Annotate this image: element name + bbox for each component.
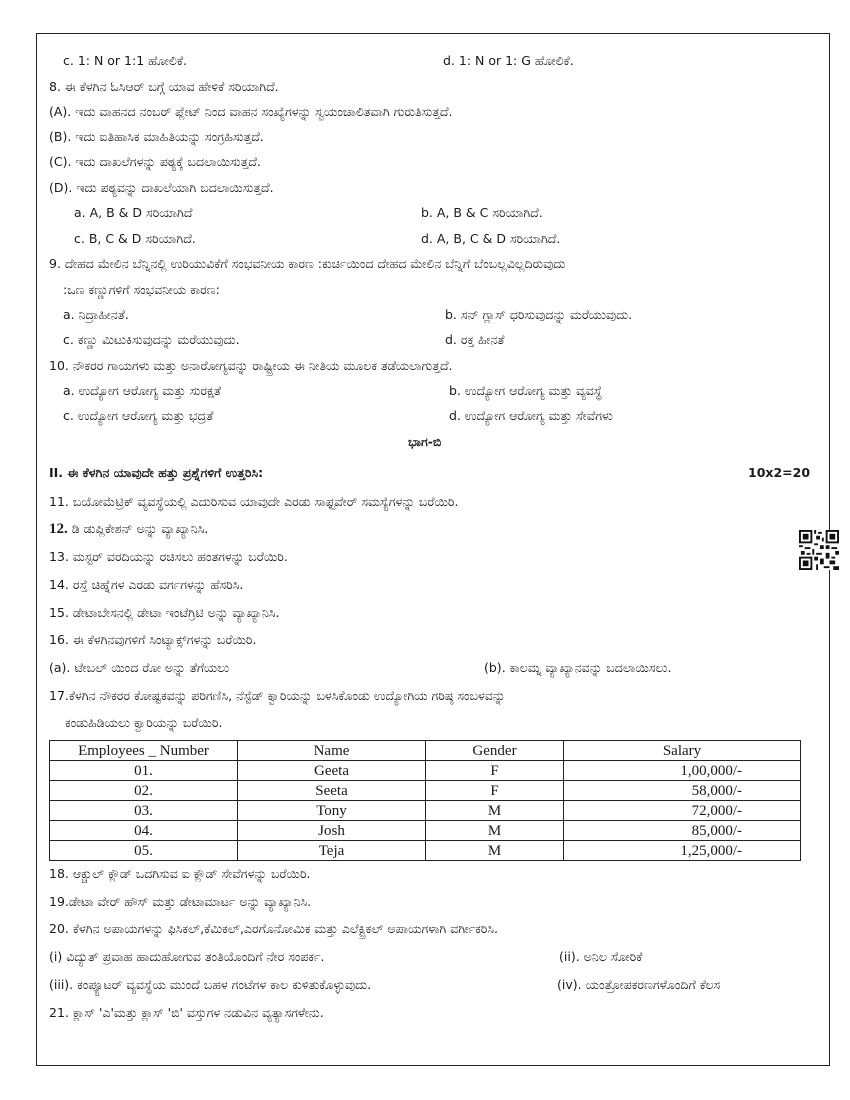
employee-salary: 85,000/- (564, 821, 801, 841)
q9-option-b: b. ಸನ್ ಗ್ಲಾಸ್ ಧರಿಸುವುದನ್ನು ಮರೆಯುವುದು. (445, 307, 633, 322)
q11: 11. ಬಯೋಮೆಟ್ರಿಕ್ ವ್ಯವಸ್ಥೆಯಲ್ಲಿ ಎದುರಿಸುವ ಯಾವುದೇ ಎರಡು ಸಾಫ್ಟವೇರ್ ಸಮಸ್ಯೆಗಳನ್ನು ಬರೆಯಿರಿ. (49, 494, 459, 509)
table-row (50, 761, 801, 781)
employee-name: Tony (238, 801, 426, 821)
employee-gender: M (426, 801, 564, 821)
table-row (50, 801, 801, 821)
q17-line-2: ಕಂಡುಹಿಡಿಯಲು ಕ್ವಾರಿಯನ್ನು ಬರೆಯಿರಿ. (65, 715, 223, 730)
q8-option-a: a. A, B & D ಸರಿಯಾಗಿದೆ (74, 205, 193, 220)
q8-question: 8. ಈ ಕೆಳಗಿನ ಓಸಿಆರ್ ಬಗ್ಗೆ ಯಾವ ಹೇಳಿಕೆ ಸರಿಯಾಗಿದೆ. (49, 79, 279, 94)
section-marks: 10x2=20 (748, 465, 811, 480)
q13: 13. ಮಸ್ಟರ್ ವರದಿಯನ್ನು ರಚಿಸಲು ಹಂತಗಳನ್ನು ಬರೆಯಿರಿ. (49, 549, 288, 564)
employee-name: Josh (238, 821, 426, 841)
q19: 19.ಡೇಟಾ ವೇರ್ ಹೌಸ್ ಮತ್ತು ಡೇಟಾಮಾರ್ಟ ಅನ್ನು ವ್ಯಾಖ್ಯಾನಿಸಿ. (49, 894, 312, 909)
q10-option-d: d. ಉದ್ಯೋಗ ಆರೋಗ್ಯ ಮತ್ತು ಸೇವೆಗಳು (449, 408, 613, 423)
q20-part-i: (i) ವಿದ್ಯುತ್ ಪ್ರವಾಹ ಹಾದುಹೋಗುವ ತಂತಿಯೊಂದಿಗೆ ನೇರ ಸಂಪರ್ಕ. (49, 949, 325, 964)
q17-line-1: 17.ಕೆಳಗಿನ ನೌಕರರ ಕೋಷ್ಟಕವನ್ನು ಪರಿಗಣಿಸಿ, ನೆಸ್ಟೆಡ್ ಕ್ವಾರಿಯನ್ನು ಬಳಸಿಕೊಂಡು ಉದ್ಯೋಗಿಯ ಗರಿಷ್ಠ ಸಂಬಳವನ್ನು (49, 688, 506, 703)
employee-name: Geeta (238, 761, 426, 781)
q20: 20. ಕೆಳಗಿನ ಅಪಾಯಗಳನ್ನು ಫಿಸಿಕಲ್,ಕೆಮಿಕಲ್,ಎರಗೊನೋಮಿಕ ಮತ್ತು ಎಲೆಕ್ಟ್ರಿಕಲ್ ಅಪಾಯಗಳಾಗಿ ವರ್ಗೀಕರಿಸಿ. (49, 921, 499, 936)
employee-salary: 1,25,000/- (564, 841, 801, 861)
q18: 18. ಆಕ್ಚುಲ್ ಕ್ಲೌಡ್ ಒದಗಿಸುವ ಐ ಕ್ಲೌಡ್ ಸೇವೆಗಳನ್ನು ಬರೆಯಿರಿ. (49, 866, 311, 881)
q16: 16. ಈ ಕೆಳಗಿನವುಗಳಿಗೆ ಸಿಂಟ್ಯಾಕ್ಸ್‌ಗಳನ್ನು ಬರೆಯಿರಿ. (49, 632, 257, 647)
q9-option-d: d. ರಕ್ತ ಹೀನತೆ (445, 332, 505, 347)
employee-gender: M (426, 841, 564, 861)
column-header: Employees _ Number (50, 741, 238, 761)
q12-number: 12. (49, 521, 68, 537)
q8-option-c: c. B, C & D ಸರಿಯಾಗಿದೆ. (74, 231, 196, 246)
table-row (50, 841, 801, 861)
q8-statement-b: (B). ಇದು ಐತಿಹಾಸಿಕ ಮಾಹಿತಿಯನ್ನು ಸಂಗ್ರಹಿಸುತ್ತದೆ. (49, 129, 264, 144)
table-row (50, 781, 801, 801)
employee-name: Teja (238, 841, 426, 861)
qr-code-icon (799, 530, 839, 570)
employee-salary: 1,00,000/- (564, 761, 801, 781)
q20-part-iii: (iii). ಕಂಪ್ಯೂಟರ್ ವ್ಯವಸ್ಥೆಯ ಮುಂದೆ ಬಹಳ ಗಂಟೆಗಳ ಕಾಲ ಕುಳಿತುಕೊಳ್ಳುವುದು. (49, 977, 372, 992)
q9-line-1: 9. ದೇಹದ ಮೇಲಿನ ಬೆನ್ನಿನಲ್ಲಿ ಉರಿಯುವಿಕೆಗೆ ಸಂಭವನೀಯ ಕಾರಣ :ಕುರ್ಚಿಯಿಂದ ದೇಹದ ಮೇಲಿನ ಬೆನ್ನಿಗೆ ಬೆಂಬಲ್ಲವಿಲ್ಲದಿರುವುದು (49, 256, 566, 271)
section-instruction: II. ಈ ಕೆಳಗಿನ ಯಾವುದೇ ಹತ್ತು ಪ್ರಶ್ನೆಗಳಿಗೆ ಉತ್ತರಿಸಿ: (49, 465, 264, 480)
q12 (49, 521, 208, 537)
q9-option-a: a. ನಿದ್ರಾಹೀನತೆ. (63, 307, 129, 322)
q9-line-2: :ಒಣ ಕಣ್ಣುಗಳಿಗೆ ಸಂಭವನೀಯ ಕಾರಣ: (63, 282, 220, 297)
table-row (50, 821, 801, 841)
q10-question: 10. ನೌಕರರ ಗಾಯಗಳು ಮತ್ತು ಅನಾರೋಗ್ಯವನ್ನು ರಾಷ್ಟ್ರೀಯ ಈ ನೀತಿಯ ಮೂಲಕ ತಡೆಯಲಾಗುತ್ತದೆ. (49, 358, 453, 373)
q8-statement-d: (D). ಇದು ಪಠ್ಯವನ್ನು ದಾಖಲೆಯಾಗಿ ಬದಲಾಯಿಸುತ್ತದೆ. (49, 180, 274, 195)
employee-number: 03. (50, 801, 238, 821)
employee-gender: F (426, 781, 564, 801)
employee-number: 02. (50, 781, 238, 801)
q7-option-d: d. 1: N or 1: G ಹೋಲಿಕೆ. (443, 53, 574, 68)
q20-part-iv: (iv). ಯಂತ್ರೋಪಕರಣಗಳೊಂದಿಗೆ ಕೆಲಸ (557, 977, 721, 992)
q20-part-ii: (ii). ಅನಿಲ ಸೋರಿಕೆ (559, 949, 643, 964)
column-header: Name (238, 741, 426, 761)
q10-option-a: a. ಉದ್ಯೋಗ ಆರೋಗ್ಯ ಮತ್ತು ಸುರಕ್ಷತೆ (63, 383, 221, 398)
column-header: Gender (426, 741, 564, 761)
q8-option-b: b. A, B & C ಸರಿಯಾಗಿದೆ. (421, 205, 543, 220)
q8-option-d: d. A, B, C & D ಸರಿಯಾಗಿದೆ. (421, 231, 561, 246)
q9-option-c: c. ಕಣ್ಣು ಮಿಟುಕಿಸುವುದನ್ನು ಮರೆಯುವುದು. (63, 332, 240, 347)
q8-statement-c: (C). ಇದು ದಾಖಲೆಗಳನ್ನು ಪಠ್ಯಕ್ಕೆ ಬದಲಾಯಿಸುತ್ತದೆ. (49, 154, 261, 169)
section-title: ಭಾಗ-ಬಿ (408, 434, 442, 449)
q16-part-a: (a). ಟೇಬಲ್ ಯಿಂದ ರೋ ಅನ್ನು ತೆಗೆಯಲು (49, 660, 230, 675)
q16-part-b: (b). ಕಾಲಮ್ನ ವ್ಯಾಖ್ಯಾನವನ್ನು ಬದಲಾಯಿಸಲು. (484, 660, 672, 675)
q14: 14. ರಸ್ತೆ ಚಿಹ್ನೆಗಳ ಎರಡು ವರ್ಗಗಳನ್ನು ಹೆಸರಿಸಿ. (49, 577, 244, 592)
column-header: Salary (564, 741, 801, 761)
employee-gender: M (426, 821, 564, 841)
employee-number: 05. (50, 841, 238, 861)
q10-option-c: c. ಉದ್ಯೋಗ ಆರೋಗ್ಯ ಮತ್ತು ಭದ್ರತೆ (63, 408, 214, 423)
table-header-row (50, 741, 801, 761)
employee-number: 01. (50, 761, 238, 781)
employee-number: 04. (50, 821, 238, 841)
employee-name: Seeta (238, 781, 426, 801)
q10-option-b: b. ಉದ್ಯೋಗ ಆರೋಗ್ಯ ಮತ್ತು ವ್ಯವಸ್ಥೆ (449, 383, 603, 398)
employee-salary: 58,000/- (564, 781, 801, 801)
q21: 21. ಕ್ಲಾಸ್ 'ಎ'ಮತ್ತು ಕ್ಲಾಸ್ 'ಬಿ' ವಸ್ತುಗಳ ನಡುವಿನ ವ್ಯತ್ಯಾಸಗಳೇನು. (49, 1005, 324, 1020)
q8-statement-a: (A). ಇದು ವಾಹನದ ನಂಬರ್ ಪ್ಲೇಟ್ ನಿಂದ ವಾಹನ ಸಂಖ್ಯೆಗಳನ್ನು ಸ್ವಯಂಚಾಲಿತವಾಗಿ ಗುರುತಿಸುತ್ತದೆ. (49, 104, 453, 119)
employee-table (49, 740, 801, 861)
employee-gender: F (426, 761, 564, 781)
employee-salary: 72,000/- (564, 801, 801, 821)
q12-text: ಡಿ ಡುಪ್ಲಿಕೇಶನ್ ಅನ್ನು ವ್ಯಾಖ್ಯಾನಿಸಿ. (71, 521, 209, 536)
q7-option-c: c. 1: N or 1:1 ಹೋಲಿಕೆ. (63, 53, 187, 68)
q15: 15. ಡೇಟಾಬೇಸನಲ್ಲಿ ಡೇಟಾ ಇಂಟೆಗ್ರಿಟಿ ಅನ್ನು ವ್ಯಾಖ್ಯಾನಿಸಿ. (49, 605, 280, 620)
